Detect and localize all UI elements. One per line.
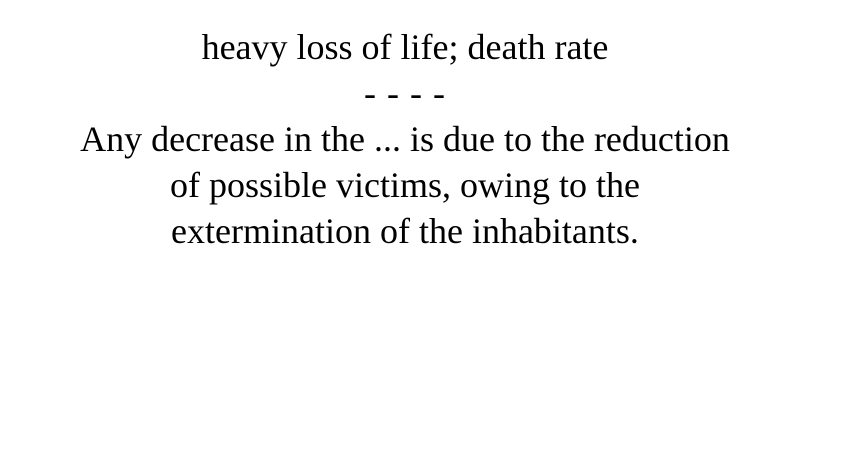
flashcard — [0, 24, 810, 254]
card-definition — [25, 116, 785, 254]
card-term: heavy loss of life; death rate — [201, 27, 609, 67]
definition-line: Any decrease in the ... is due to the reduction — [80, 119, 730, 159]
definition-line: of possible victims, owing to the — [170, 165, 640, 205]
card-separator: - - - - — [364, 73, 446, 113]
definition-line: extermination of the inhabitants. — [171, 211, 639, 251]
